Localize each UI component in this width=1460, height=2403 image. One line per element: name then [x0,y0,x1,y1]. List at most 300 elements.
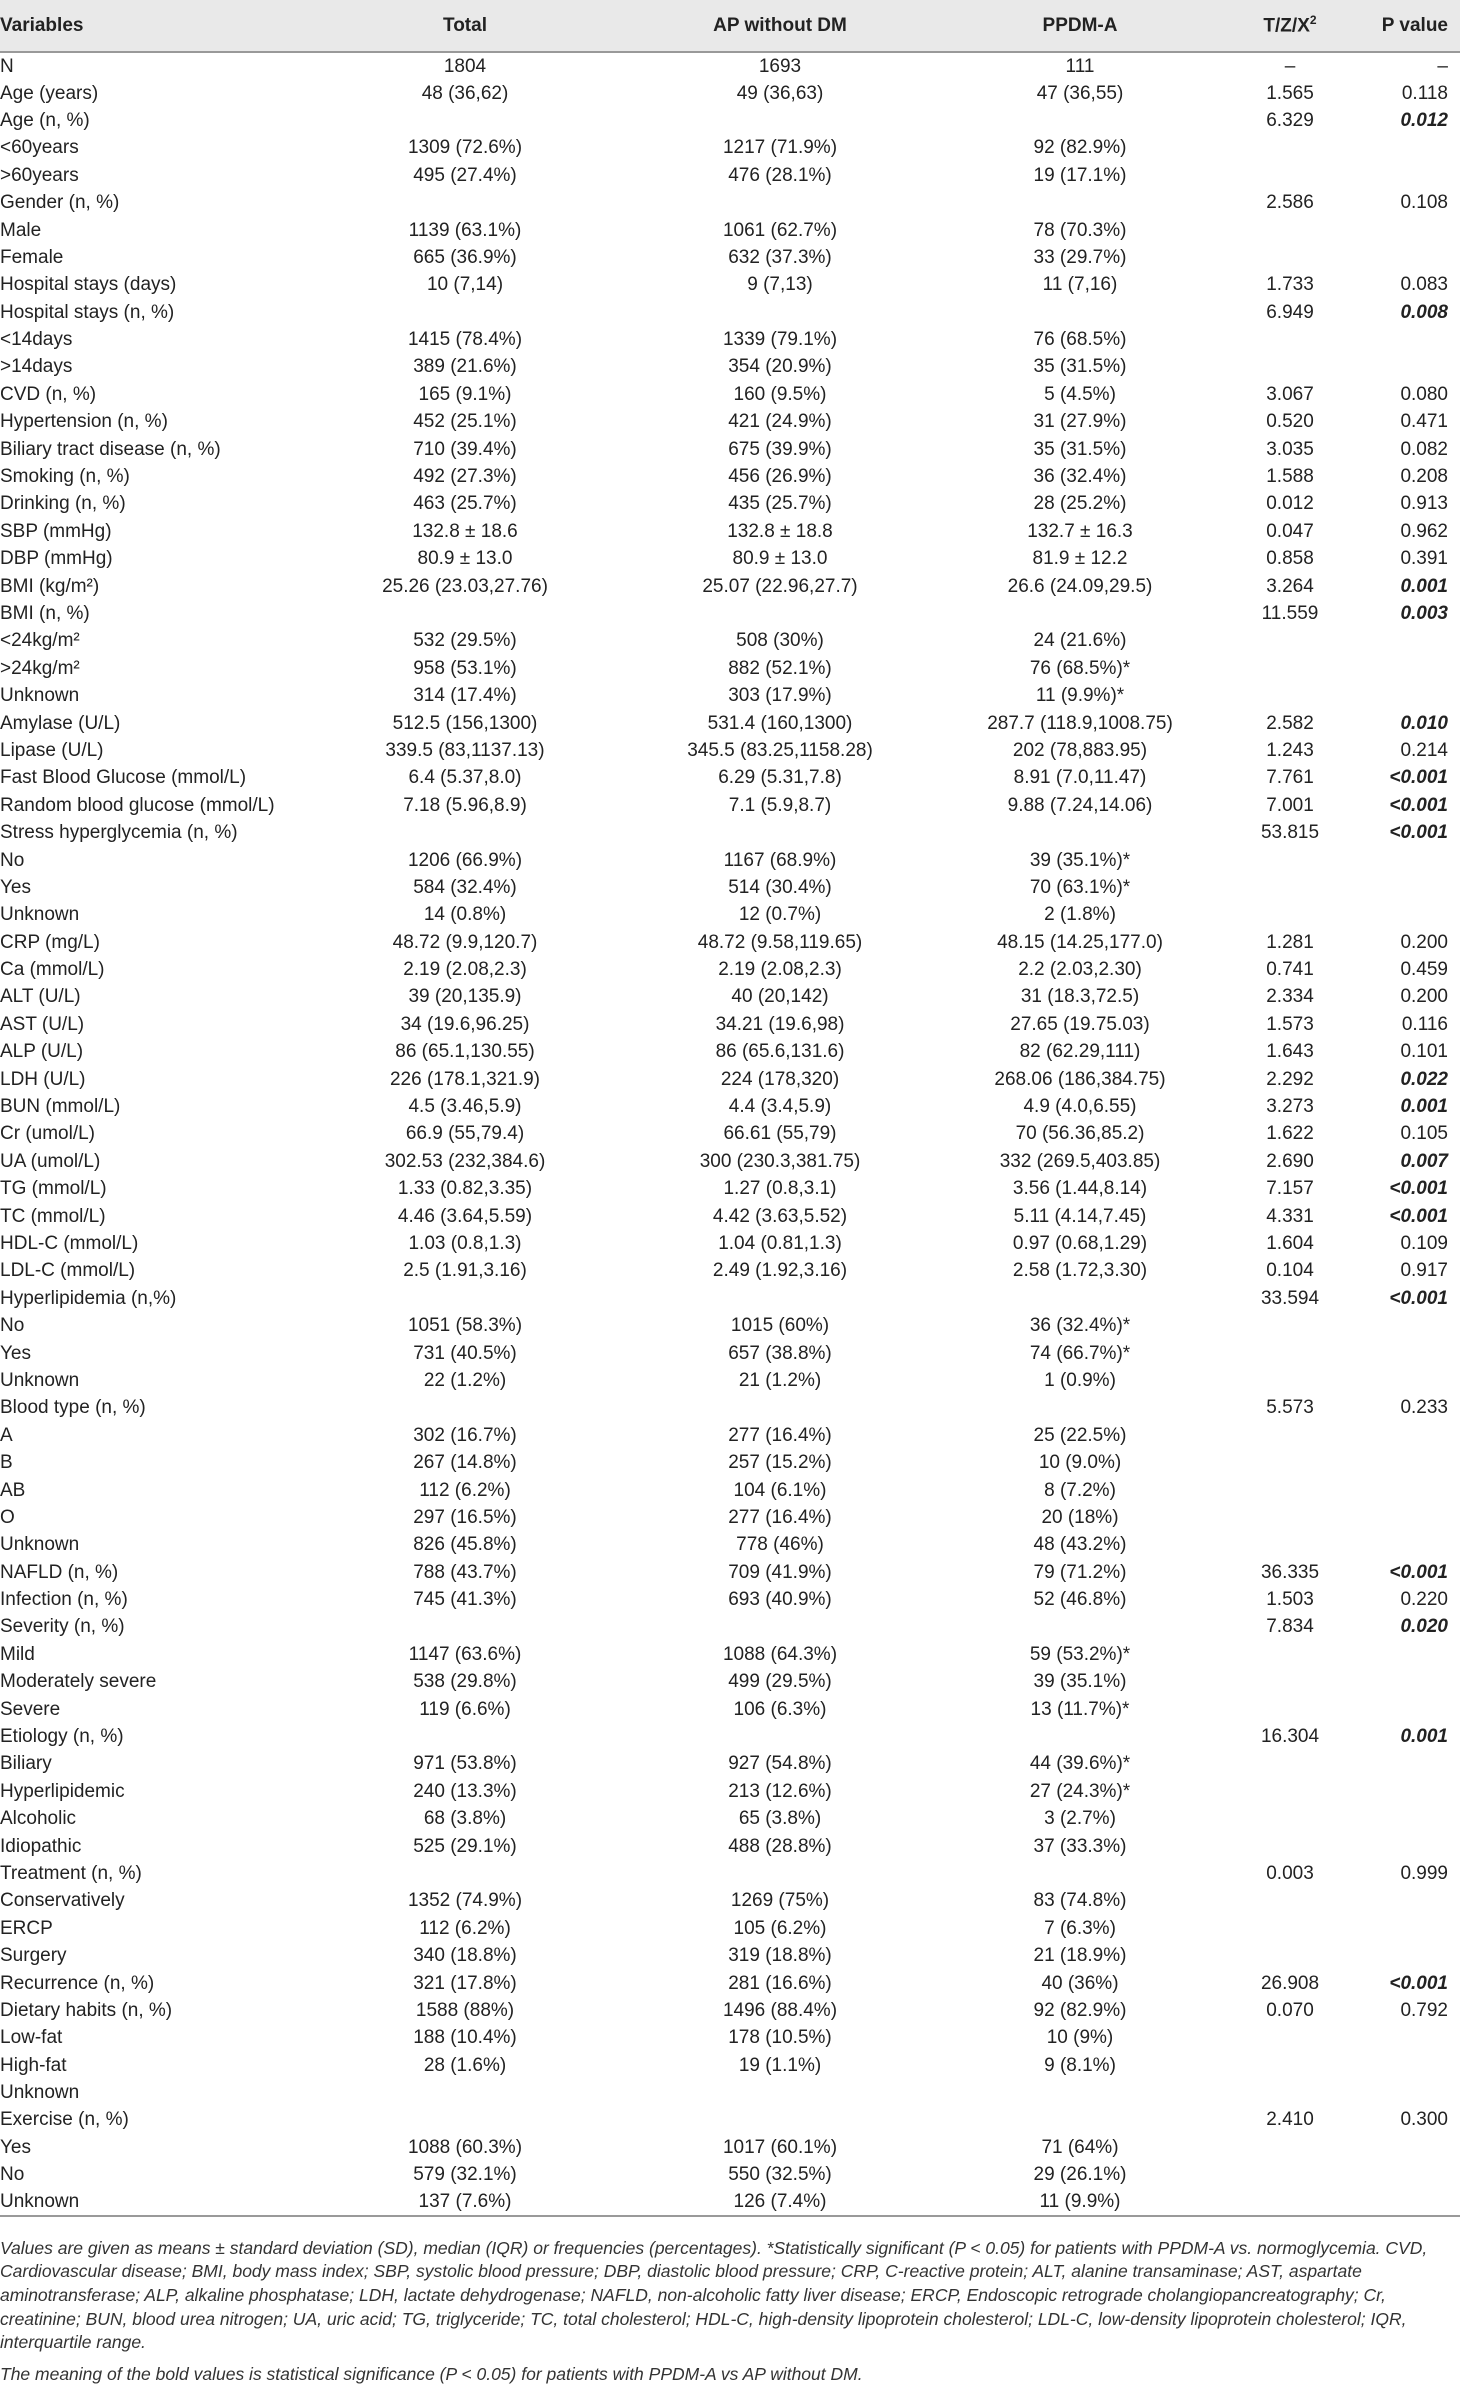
cell-test-statistic [1230,244,1350,271]
cell-ppdm-a: 37 (33.3%) [1033,1835,1127,1857]
cell-p-value: <0.001 [1389,767,1448,789]
cell-total: 971 (53.8%) [413,1753,517,1775]
table-row [0,929,1460,956]
cell-ap-without-dm: 709 (41.9%) [728,1561,832,1583]
cell-variable: Amylase (U/L) [0,712,121,734]
cell-variable: UA (umol/L) [0,1150,101,1172]
table-row [0,737,1460,764]
cell-ap-without-dm: 303 (17.9%) [728,685,832,707]
cell-p-value [1350,1422,1460,1449]
cell-variable: N [0,55,14,77]
cell-ap-without-dm [630,1394,930,1421]
cell-p-value: 0.109 [1400,1232,1448,1254]
cell-variable: Lipase (U/L) [0,739,104,761]
cell-total: 28 (1.6%) [423,2054,507,2076]
cell-total: 389 (21.6%) [413,356,517,378]
header-ppdm-a: PPDM-A [1042,14,1118,36]
cell-total [300,299,630,326]
cell-test-statistic: 26.908 [1260,1972,1320,1994]
cell-variable: Age (n, %) [0,109,90,131]
cell-variable: Unknown [0,2082,80,2104]
cell-ppdm-a: 92 (82.9%) [1033,1999,1127,2021]
cell-ppdm-a: 4.9 (4.0,6.55) [1023,1096,1137,1118]
cell-test-statistic [1230,1942,1350,1969]
cell-test-statistic [1230,655,1350,682]
cell-p-value [1350,134,1460,161]
cell-ap-without-dm [630,107,930,134]
cell-total: 538 (29.8%) [413,1671,517,1693]
cell-total: 1051 (58.3%) [407,1315,523,1337]
cell-total: 86 (65.1,130.55) [395,1041,535,1063]
cell-ap-without-dm: 531.4 (160,1300) [707,712,853,734]
table-row [0,353,1460,380]
cell-p-value [1350,1476,1460,1503]
cell-variable: Yes [0,2136,31,2158]
table-row [0,1915,1460,1942]
cell-total: 48.72 (9.9,120.7) [392,931,538,953]
table-row [0,2106,1460,2133]
cell-ppdm-a: 1 (0.9%) [1044,1369,1116,1391]
table-row [0,1065,1460,1092]
cell-variable: Male [0,219,42,241]
cell-variable: Yes [0,876,31,898]
cell-p-value: 0.003 [1400,603,1448,624]
cell-test-statistic: 1.573 [1266,1013,1314,1035]
cell-total: 512.5 (156,1300) [392,712,538,734]
cell-test-statistic [1230,326,1350,353]
cell-ap-without-dm: 6.29 (5.31,7.8) [718,767,842,789]
cell-test-statistic [1230,901,1350,928]
cell-test-statistic [1230,1531,1350,1558]
table-row [0,682,1460,709]
cell-variable: Hypertension (n, %) [0,411,168,433]
cell-ppdm-a: 70 (63.1%)* [1029,876,1131,898]
cell-ap-without-dm: 257 (15.2%) [728,1452,832,1474]
cell-total: 2.5 (1.91,3.16) [403,1260,527,1282]
cell-test-statistic: 7.761 [1266,767,1314,789]
table-row [0,1367,1460,1394]
cell-test-statistic: 6.329 [1266,109,1314,131]
cell-ppdm-a: 39 (35.1%) [1033,1671,1127,1693]
cell-ap-without-dm: 657 (38.8%) [728,1342,832,1364]
cell-p-value [1350,1668,1460,1695]
cell-p-value [1350,2052,1460,2079]
cell-p-value [1350,1339,1460,1366]
cell-ap-without-dm: 160 (9.5%) [733,383,827,405]
table-row [0,435,1460,462]
cell-total: 584 (32.4%) [413,876,517,898]
cell-variable: CRP (mg/L) [0,931,100,953]
cell-ppdm-a: 59 (53.2%)* [1029,1643,1131,1665]
cell-ap-without-dm: 693 (40.9%) [728,1589,832,1611]
cell-ppdm-a: 21 (18.9%) [1033,1945,1127,1967]
cell-test-statistic: 33.594 [1260,1287,1320,1309]
table-row [0,1038,1460,1065]
table-row [0,600,1460,627]
table-row [0,162,1460,189]
cell-p-value: 0.917 [1400,1260,1448,1282]
cell-p-value: <0.001 [1389,1561,1448,1583]
cell-test-statistic [1230,1668,1350,1695]
cell-test-statistic: 0.012 [1266,493,1314,515]
table-row [0,1641,1460,1668]
cell-ap-without-dm: 9 (7,13) [747,274,813,296]
cell-variable: Ca (mmol/L) [0,959,105,981]
cell-ppdm-a: 35 (31.5%) [1033,438,1127,460]
cell-ppdm-a [930,107,1230,134]
cell-total: 66.9 (55,79.4) [405,1123,525,1145]
cell-variable: Stress hyperglycemia (n, %) [0,822,238,844]
cell-ap-without-dm: 277 (16.4%) [728,1506,832,1528]
table-row [0,1586,1460,1613]
table-row [0,1202,1460,1229]
cell-test-statistic: 3.035 [1266,438,1314,460]
cell-p-value [1350,162,1460,189]
cell-p-value: 0.300 [1400,2109,1448,2131]
cell-total: 10 (7,14) [426,274,504,296]
cell-test-statistic: 2.690 [1266,1150,1314,1172]
cell-ppdm-a: 31 (18.3,72.5) [1020,986,1140,1008]
cell-ap-without-dm: 456 (26.9%) [728,466,832,488]
cell-total: 132.8 ± 18.6 [412,520,518,542]
cell-p-value: 0.022 [1400,1068,1448,1090]
cell-variable: Low-fat [0,2027,63,2049]
cell-variable: AB [0,1479,26,1501]
cell-ppdm-a: 52 (46.8%) [1033,1589,1127,1611]
cell-variable: O [0,1506,15,1528]
cell-total [300,1394,630,1421]
cell-ap-without-dm: 300 (230.3,381.75) [699,1150,861,1172]
table-row [0,1504,1460,1531]
footnote-abbreviations: Values are given as means ± standard deviation (SD), median (IQR) or frequencies (percentages). *Statistically significant (P < 0.05) for patients with PPDM-A vs. normoglycemia. CVD, Cardiovascular disease; BMI, body mass index; SBP, systolic blood pressure; DBP, diastolic blood pressure; CRP, C-reactive protein; ALT, alanine transaminase; AST, aspartate aminotransferase; ALP, alkaline phosphatase; LDH, lactate dehydrogenase; NAFLD, non-alcoholic fatty liver disease; ERCP, Endoscopic retrograde cholangiopancreatography; Cr, creatinine; BUN, blood urea nitrogen; UA, uric acid; TG, triglyceride; TC, total cholesterol; HDL-C, high-density lipoprotein cholesterol; LDL-C, low-density lipoprotein cholesterol; IQR, interquartile range. [0,2237,1428,2353]
cell-p-value: 0.233 [1400,1397,1448,1419]
cell-p-value [1350,1887,1460,1914]
cell-ppdm-a: 74 (66.7%)* [1029,1342,1131,1364]
cell-ap-without-dm: 499 (29.5%) [728,1671,832,1693]
footnote-bold-meaning: The meaning of the bold values is statistical significance (P < 0.05) for patients with PPDM-A vs AP without DM. [0,2363,863,2384]
cell-total: 665 (36.9%) [413,246,517,268]
table-row [0,1997,1460,2024]
cell-ap-without-dm: 7.1 (5.9,8.7) [728,794,832,816]
cell-test-statistic [1230,353,1350,380]
table-row [0,655,1460,682]
cell-ap-without-dm: 12 (0.7%) [738,904,822,926]
cell-variable: LDH (U/L) [0,1068,86,1090]
cell-variable: TG (mmol/L) [0,1178,107,1200]
cell-p-value: <0.001 [1389,822,1448,844]
cell-variable: A [0,1424,13,1446]
cell-ppdm-a: 2 (1.8%) [1044,904,1116,926]
cell-ap-without-dm: 1217 (71.9%) [722,137,838,159]
cell-p-value: 0.082 [1400,438,1448,460]
cell-p-value: 0.010 [1400,712,1448,734]
cell-ap-without-dm: 34.21 (19.6,98) [715,1013,845,1035]
table-row [0,1148,1460,1175]
cell-total: 1139 (63.1%) [408,219,522,241]
cell-p-value [1350,846,1460,873]
cell-total: 34 (19.6,96.25) [400,1013,530,1035]
table-row [0,490,1460,517]
cell-ppdm-a [930,819,1230,846]
cell-p-value [1350,2024,1460,2051]
cell-test-statistic: 53.815 [1260,822,1320,844]
table-row [0,874,1460,901]
cell-test-statistic [1230,2161,1350,2188]
cell-ap-without-dm: 48.72 (9.58,119.65) [697,931,863,953]
cell-total: 1.03 (0.8,1.3) [408,1232,522,1254]
cell-variable: <60years [0,137,79,159]
cell-ap-without-dm: 277 (16.4%) [728,1424,832,1446]
cell-ap-without-dm: 435 (25.7%) [728,493,832,515]
cell-ppdm-a: 35 (31.5%) [1033,356,1127,378]
cell-variable: DBP (mmHg) [0,548,113,570]
table-row [0,1750,1460,1777]
cell-test-statistic: 1.588 [1266,466,1314,488]
table-row [0,1558,1460,1585]
cell-test-statistic [1230,2052,1350,2079]
cell-ppdm-a [930,2079,1230,2106]
cell-p-value: 0.459 [1400,959,1448,981]
cell-variable: Severity (n, %) [0,1616,125,1638]
cell-p-value [1350,2079,1460,2106]
table-body [0,52,1460,2216]
cell-test-statistic [1230,1805,1350,1832]
cell-variable: BMI (n, %) [0,603,90,624]
cell-ap-without-dm: 2.19 (2.08,2.3) [718,959,842,981]
cell-p-value [1350,326,1460,353]
cell-total: 267 (14.8%) [413,1452,517,1474]
table-row [0,1860,1460,1887]
cell-p-value: 0.083 [1400,274,1448,296]
table-row [0,1449,1460,1476]
cell-p-value [1350,2134,1460,2161]
cell-total: 302 (16.7%) [413,1424,517,1446]
table-row [0,134,1460,161]
cell-ppdm-a: 24 (21.6%) [1033,630,1127,652]
table-row [0,764,1460,791]
cell-ppdm-a: 8 (7.2%) [1044,1479,1116,1501]
cell-total: 6.4 (5.37,8.0) [408,767,522,789]
cell-variable: Hospital stays (n, %) [0,301,175,323]
cell-p-value: 0.913 [1400,493,1448,515]
cell-test-statistic: 6.949 [1266,301,1314,323]
cell-total [300,107,630,134]
cell-test-statistic: 3.067 [1266,383,1314,405]
cell-ap-without-dm: 178 (10.5%) [728,2027,832,2049]
cell-test-statistic: 2.334 [1266,986,1314,1008]
cell-p-value: 0.200 [1400,931,1448,953]
cell-test-statistic: 1.565 [1266,82,1314,104]
cell-ppdm-a: 36 (32.4%) [1033,466,1127,488]
cell-total: 1206 (66.9%) [407,849,523,871]
table-row [0,1011,1460,1038]
cell-test-statistic [1230,1449,1350,1476]
cell-test-statistic [1230,134,1350,161]
cell-p-value [1350,1942,1460,1969]
table-row [0,1312,1460,1339]
cell-total: 4.5 (3.46,5.9) [408,1096,522,1118]
cell-ap-without-dm: 1015 (60%) [730,1315,830,1337]
cell-variable: Drinking (n, %) [0,493,126,515]
cell-ppdm-a: 19 (17.1%) [1033,164,1127,186]
cell-total: 68 (3.8%) [423,1808,507,1830]
table-row [0,326,1460,353]
cell-variable: Recurrence (n, %) [0,1972,155,1994]
cell-ap-without-dm: 1088 (64.3%) [722,1643,838,1665]
table-row [0,956,1460,983]
cell-p-value [1350,901,1460,928]
cell-ppdm-a: 44 (39.6%)* [1029,1753,1131,1775]
cell-variable: Biliary [0,1753,52,1775]
cell-ap-without-dm: 421 (24.9%) [728,411,832,433]
cell-p-value: 0.116 [1401,1013,1448,1035]
cell-variable: Gender (n, %) [0,192,120,214]
cell-ap-without-dm: 21 (1.2%) [738,1369,822,1391]
cell-total: 1415 (78.4%) [407,329,523,351]
cell-ppdm-a: 9.88 (7.24,14.06) [1007,794,1153,816]
cell-ap-without-dm: 675 (39.9%) [728,438,832,460]
cell-ap-without-dm: 1.27 (0.8,3.1) [723,1178,837,1200]
cell-variable: >24kg/m² [0,657,80,679]
cell-ap-without-dm [630,600,930,627]
table-row [0,1093,1460,1120]
cell-p-value [1350,2161,1460,2188]
cell-variable: HDL-C (mmol/L) [0,1232,139,1254]
cell-variable: NAFLD (n, %) [0,1561,119,1583]
cell-variable: CVD (n, %) [0,383,97,405]
cell-variable: Hyperlipidemia (n,%) [0,1287,177,1309]
cell-p-value [1350,1449,1460,1476]
cell-variable: Hyperlipidemic [0,1780,125,1802]
cell-variable: Alcoholic [0,1808,77,1830]
cell-ppdm-a [930,1285,1230,1312]
cell-variable: Exercise (n, %) [0,2109,129,2131]
cell-test-statistic: 2.582 [1266,712,1314,734]
cell-p-value: 0.200 [1400,986,1448,1008]
cell-p-value: 0.208 [1400,466,1448,488]
cell-test-statistic [1230,1750,1350,1777]
cell-ppdm-a: 268.06 (186,384.75) [994,1068,1166,1090]
cell-total: 188 (10.4%) [413,2027,517,2049]
cell-total: 452 (25.1%) [413,411,517,433]
cell-test-statistic: 1.733 [1266,274,1314,296]
cell-ap-without-dm: 550 (32.5%) [728,2164,832,2186]
cell-total: 788 (43.7%) [413,1561,517,1583]
cell-test-statistic [1230,2134,1350,2161]
cell-ppdm-a: 27 (24.3%)* [1029,1780,1131,1802]
cell-variable: Unknown [0,2191,80,2213]
table-row [0,1476,1460,1503]
cell-ppdm-a: 111 [1065,55,1095,77]
cell-total: 1804 [443,55,487,77]
table-row [0,709,1460,736]
table-row [0,1778,1460,1805]
cell-ppdm-a: 5 (4.5%) [1044,383,1116,405]
cell-p-value: 0.220 [1400,1589,1448,1611]
cell-test-statistic: 0.104 [1266,1260,1314,1282]
cell-test-statistic [1230,1312,1350,1339]
table-row [0,1394,1460,1421]
cell-total: 495 (27.4%) [413,164,517,186]
cell-ppdm-a: 78 (70.3%) [1033,219,1127,241]
cell-ap-without-dm: 354 (20.9%) [728,356,832,378]
cell-test-statistic: 1.243 [1266,739,1314,761]
cell-p-value: 0.214 [1400,739,1448,761]
cell-total: 492 (27.3%) [413,466,517,488]
table-row [0,1668,1460,1695]
table-row [0,983,1460,1010]
cell-total: 240 (13.3%) [413,1780,517,1802]
header-p-value: P value [1381,14,1448,36]
cell-ppdm-a: 10 (9.0%) [1038,1452,1122,1474]
cell-ap-without-dm: 104 (6.1%) [733,1479,827,1501]
cell-variable: SBP (mmHg) [0,520,112,542]
table-row [0,299,1460,326]
cell-ap-without-dm [630,1723,930,1750]
cell-test-statistic: 7.001 [1266,794,1314,816]
cell-total: 525 (29.1%) [413,1835,517,1857]
cell-ap-without-dm: 778 (46%) [736,1534,824,1556]
cell-ap-without-dm: 1269 (75%) [730,1890,830,1912]
cell-ppdm-a: 2.58 (1.72,3.30) [1012,1260,1148,1282]
table-row [0,1175,1460,1202]
cell-variable: Cr (umol/L) [0,1123,96,1145]
cell-p-value [1350,655,1460,682]
cell-variable: BUN (mmol/L) [0,1096,121,1118]
cell-total [300,819,630,846]
cell-p-value: 0.007 [1400,1150,1448,1172]
cell-p-value [1350,682,1460,709]
cell-total: 226 (178.1,321.9) [389,1068,540,1090]
cell-variable: Surgery [0,1945,67,1967]
cell-total [300,600,630,627]
table-row [0,572,1460,599]
cell-test-statistic [1230,2188,1350,2215]
cell-test-statistic [1230,682,1350,709]
table-row [0,381,1460,408]
cell-total: 710 (39.4%) [413,438,517,460]
cell-total: 339.5 (83,1137.13) [385,739,545,761]
cell-variable: B [0,1452,13,1474]
table-row [0,1887,1460,1914]
cell-ppdm-a: 92 (82.9%) [1033,137,1127,159]
cell-ppdm-a: 332 (269.5,403.85) [999,1150,1161,1172]
cell-ppdm-a: 28 (25.2%) [1033,493,1127,515]
cell-p-value [1350,1312,1460,1339]
table-row [0,79,1460,106]
cell-test-statistic [1230,1367,1350,1394]
cell-ap-without-dm: 66.61 (55,79) [723,1123,837,1145]
cell-ppdm-a: 48.15 (14.25,177.0) [997,931,1163,953]
cell-test-statistic: 3.273 [1266,1096,1314,1118]
cell-ap-without-dm: 345.5 (83.25,1158.28) [687,739,873,761]
cell-total: 39 (20,135.9) [408,986,522,1008]
cell-variable: Severe [0,1698,61,1720]
cell-variable: Blood type (n, %) [0,1397,146,1419]
cell-variable: ALT (U/L) [0,986,81,1008]
cell-test-statistic: 0.003 [1266,1862,1314,1884]
cell-ap-without-dm: 632 (37.3%) [728,246,832,268]
cell-ap-without-dm: 1496 (88.4%) [722,1999,838,2021]
cell-ap-without-dm: 927 (54.8%) [728,1753,832,1775]
table-row [0,2161,1460,2188]
cell-total: 137 (7.6%) [418,2191,512,2213]
cell-test-statistic: 0.741 [1266,959,1314,981]
cell-test-statistic: 5.573 [1266,1397,1314,1419]
cell-test-statistic: 1.604 [1266,1232,1314,1254]
cell-total: 1.33 (0.82,3.35) [397,1178,533,1200]
cell-ppdm-a: 10 (9%) [1046,2027,1114,2049]
